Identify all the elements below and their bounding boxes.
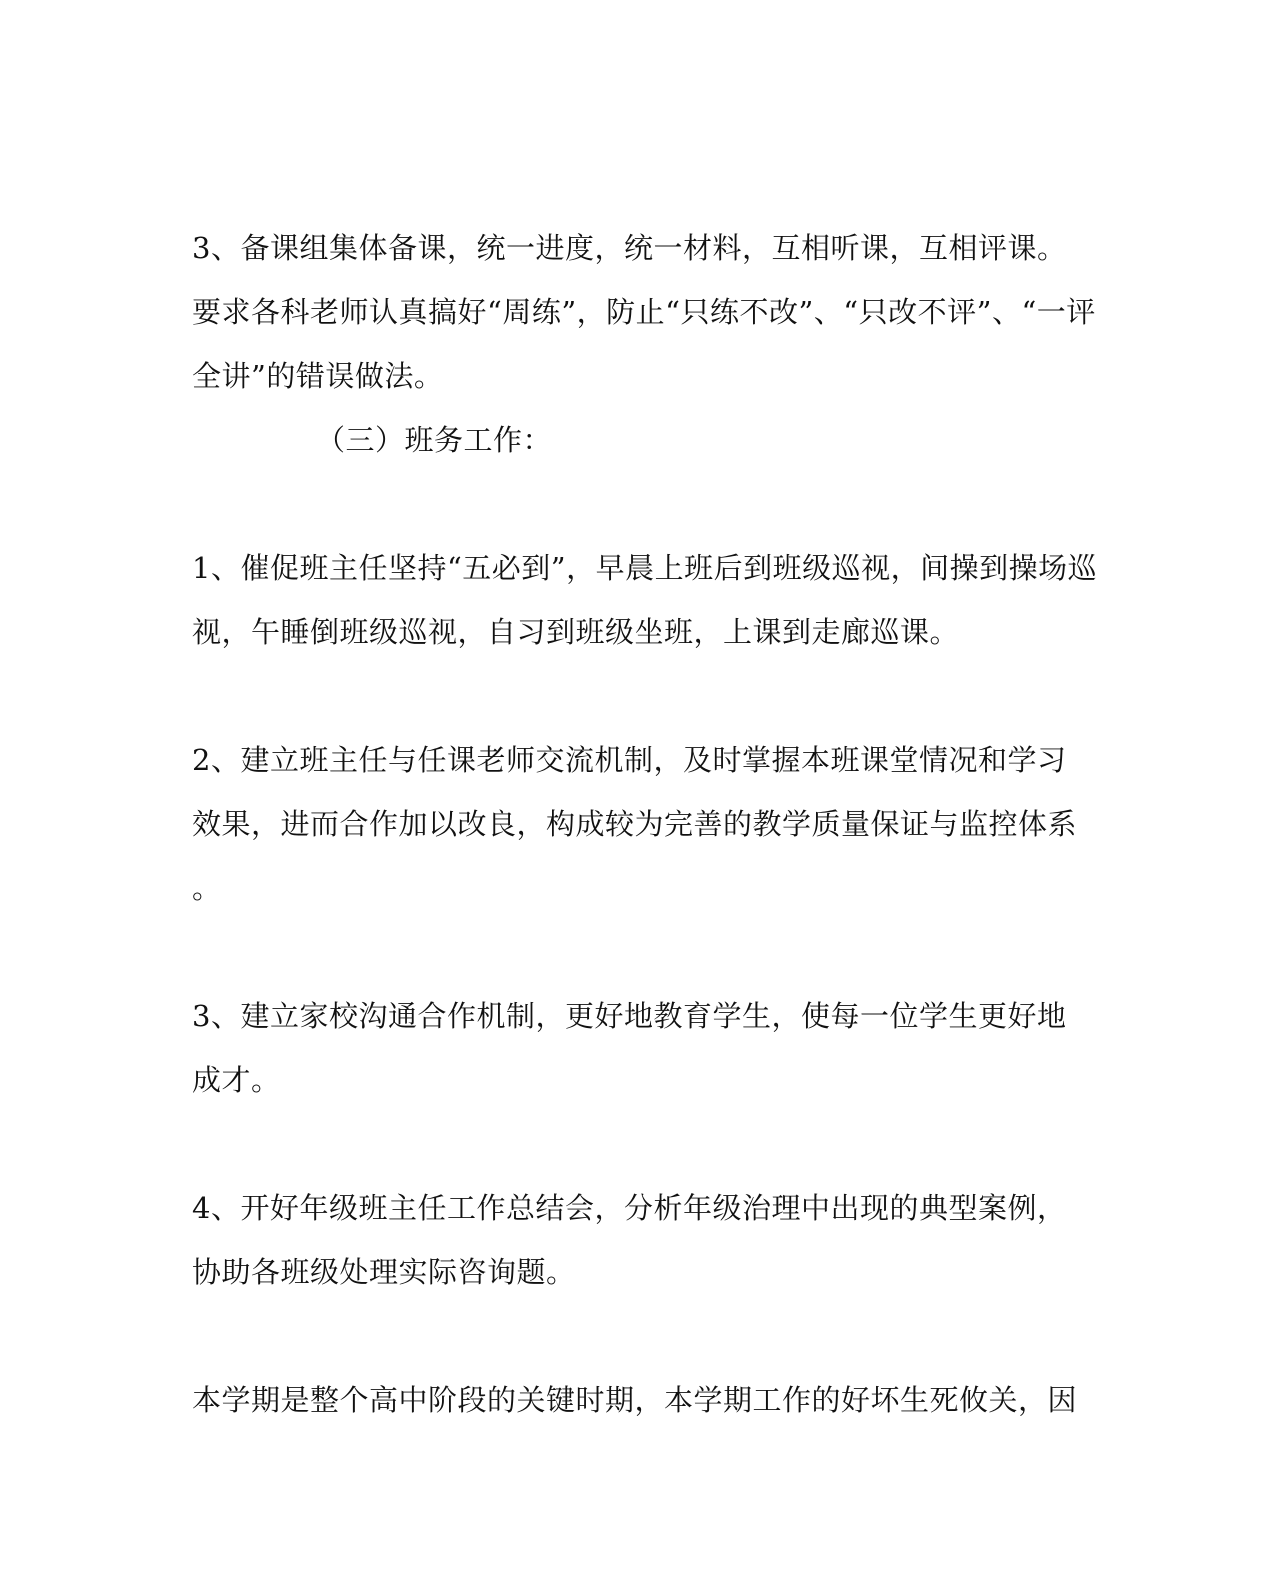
- paragraph-3-line-1: 3、备课组集体备课，统一进度，统一材料，互相听课，互相评课。: [192, 231, 1067, 265]
- item-4-line-1: 4、开好年级班主任工作总结会，分析年级治理中出现的典型案例，: [192, 1191, 1067, 1225]
- item-1-line-2: 视，午睡倒班级巡视，自习到班级坐班，上课到走廊巡课。: [192, 615, 960, 649]
- item-1-line-1: 1、催促班主任坚持“五必到”，早晨上班后到班级巡视，间操到操场巡: [192, 551, 1098, 585]
- section-heading: （三）班务工作：: [316, 423, 553, 457]
- closing-paragraph-line-1: 本学期是整个高中阶段的关键时期，本学期工作的好坏生死攸关，因: [192, 1383, 1078, 1417]
- item-4-line-2: 协助各班级处理实际咨询题。: [192, 1255, 576, 1289]
- paragraph-3-line-3: 全讲”的错误做法。: [192, 359, 444, 393]
- item-2-line-1: 2、建立班主任与任课老师交流机制，及时掌握本班课堂情况和学习: [192, 743, 1067, 777]
- paragraph-3-line-2: 要求各科老师认真搞好“周练”，防止“只练不改”、“只改不评”、“一评: [192, 295, 1096, 329]
- item-2-line-2: 效果，进而合作加以改良，构成较为完善的教学质量保证与监控体系: [192, 807, 1078, 841]
- item-2-line-3: 。: [192, 871, 222, 905]
- item-3-line-1: 3、建立家校沟通合作机制，更好地教育学生，使每一位学生更好地: [192, 999, 1067, 1033]
- item-3-line-2: 成才。: [192, 1063, 281, 1097]
